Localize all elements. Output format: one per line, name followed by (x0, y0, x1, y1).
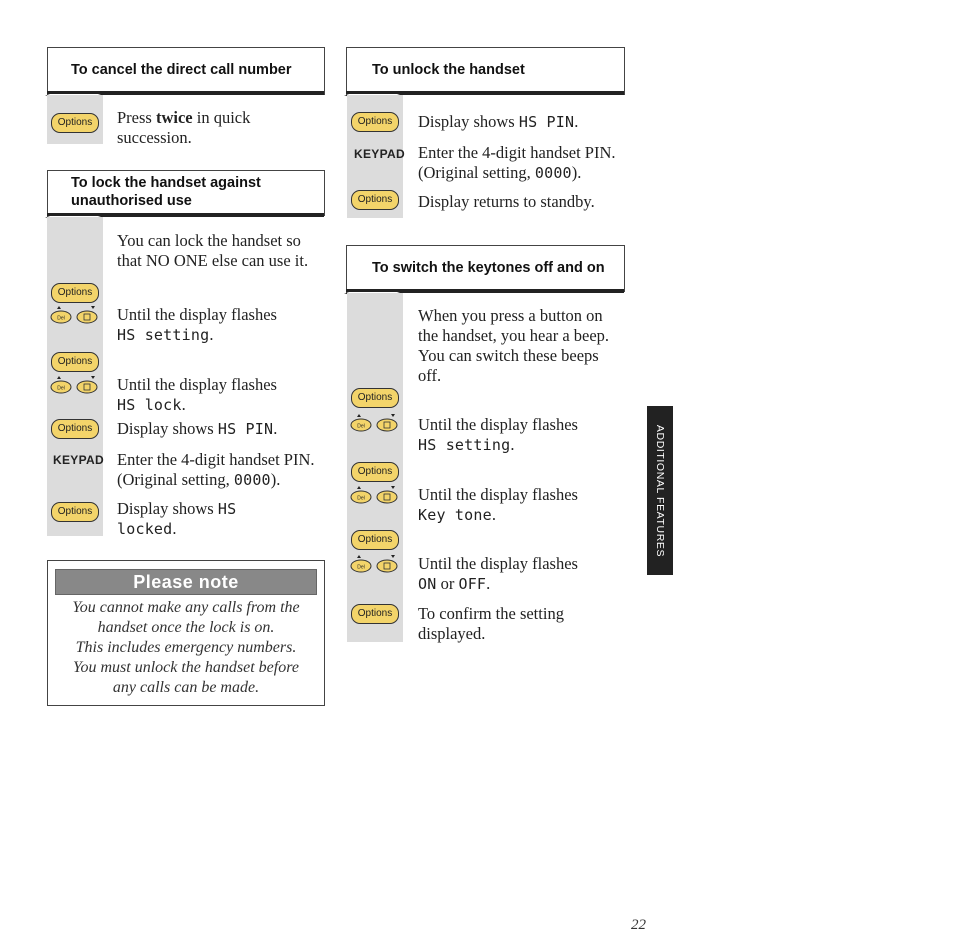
keypad-label: KEYPAD (354, 147, 405, 161)
lock-intro: You can lock the handset so that NO ONE else can use it. (117, 231, 309, 270)
del-scroll-icon (350, 486, 398, 504)
svg-text:Del: Del (57, 315, 65, 322)
lock-step-hs-pin: Display shows HS PIN. (117, 419, 278, 438)
del-scroll-icon (350, 414, 398, 432)
keypad-label: KEYPAD (53, 453, 104, 467)
options-button-icon: Options (51, 419, 99, 439)
options-button-icon: Options (351, 112, 399, 132)
options-button-icon: Options (351, 462, 399, 482)
please-note-box (47, 560, 325, 706)
del-scroll-icon (50, 376, 98, 394)
del-scroll-icon (50, 306, 98, 324)
unlock-handset-title: To unlock the handset (372, 62, 525, 78)
lock-step-hs-lock: Until the display flashes HS lock. (117, 375, 277, 414)
unlock-step-enter-pin: Enter the 4-digit handset PIN. (Original setting, 0000). (418, 143, 616, 182)
svg-text:Del: Del (357, 495, 365, 502)
keytones-step-on-off: Until the display flashes ON or OFF. (418, 554, 578, 593)
cancel-direct-step: Press twice in quick succession. (117, 108, 251, 147)
side-tab-label: ADDITIONAL FEATURES (654, 424, 666, 557)
options-button-icon: Options (51, 283, 99, 303)
section-side-tab (647, 406, 673, 575)
svg-text:Del: Del (357, 564, 365, 571)
del-scroll-icon (350, 555, 398, 573)
lock-step-hs-locked: Display shows HS locked. (117, 499, 237, 538)
keytones-step-key-tone: Until the display flashes Key tone. (418, 485, 578, 524)
options-button-icon: Options (51, 502, 99, 522)
lock-handset-title: To lock the handset against unauthorised use (71, 175, 261, 209)
cancel-direct-title: To cancel the direct call number (71, 62, 292, 78)
options-button-icon: Options (351, 388, 399, 408)
svg-text:Del: Del (57, 385, 65, 392)
options-button-icon: Options (51, 113, 99, 133)
keytones-title: To switch the keytones off and on (372, 260, 605, 276)
svg-text:Del: Del (357, 423, 365, 430)
unlock-step-hs-pin: Display shows HS PIN. (418, 112, 579, 131)
keytones-intro: When you press a button on the handset, you hear a beep. You can switch these beeps off. (418, 306, 610, 385)
keytones-step-confirm: To confirm the setting displayed. (418, 604, 564, 643)
page-number: 22 (631, 917, 646, 933)
lock-step-hs-setting: Until the display flashes HS setting. (117, 305, 277, 344)
please-note-text: You cannot make any calls from the handset once the lock is on. This includes emergency numbers. You must unlock the handset before any calls can be made. (72, 599, 300, 696)
options-button-icon: Options (351, 604, 399, 624)
please-note-title: Please note (55, 569, 317, 595)
options-button-icon: Options (51, 352, 99, 372)
options-button-icon: Options (351, 190, 399, 210)
unlock-step-standby: Display returns to standby. (418, 192, 595, 211)
keytones-step-hs-setting: Until the display flashes HS setting. (418, 415, 578, 454)
options-button-icon: Options (351, 530, 399, 550)
lock-step-enter-pin: Enter the 4-digit handset PIN. (Original setting, 0000). (117, 450, 315, 489)
